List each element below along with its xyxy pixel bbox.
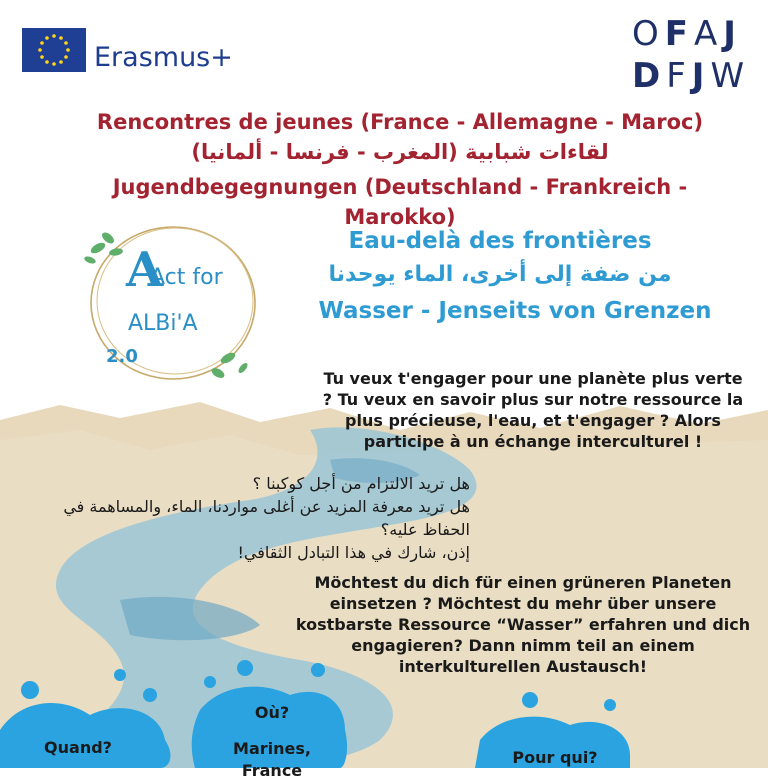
title-arabic: لقاءات شبابية (المغرب - فرنسا - ألمانيا) (191, 140, 609, 164)
where-value: Marines, France (233, 739, 311, 780)
eu-flag-icon (22, 28, 86, 72)
arabic-line-3: إذن، شارك في هذا التبادل الثقافي! (237, 543, 470, 562)
french-invitation: Tu veux t'engager pour une planète plus verte ? Tu veux en savoir plus sur notre ressource la plus précieuse, l'eau, et t'engager ? Alors participe à un échange interculturel ! (322, 369, 744, 451)
logo-line2: ALBi'A (128, 311, 198, 336)
title-german: Jugendbegegnungen (Deutschland - Frankreich - Marokko) (112, 175, 688, 229)
dfjw-logo: DFJW (632, 56, 751, 96)
german-invitation: Möchtest du dich für einen grüneren Planeten einsetzen ? Möchtest du mehr über unsere kostbarste Ressource “Wasser” erfahren und dich engagieren? Dann nimm teil an einem interkulturellen Austausch! (295, 573, 751, 676)
arabic-line-2: هل تريد معرفة المزيد عن أغلى مواردنا، الماء، والمساهمة في الحفاظ عليه؟ (63, 497, 470, 539)
logo-version: 2.0 (106, 346, 138, 367)
for-whom-label: Pour qui? (512, 748, 598, 767)
subtitle-arabic: من ضفة إلى أخرى، الماء يوحدنا (328, 262, 672, 287)
ofaj-logo: OFAJ (632, 14, 742, 54)
when-label: Quand? (44, 738, 112, 757)
subtitle-french: Eau-delà des frontières (348, 228, 652, 254)
logo-line1: Act for (150, 265, 223, 290)
erasmus-logo-text: Erasmus+ (94, 42, 233, 73)
arabic-invitation (12, 472, 470, 564)
title-french: Rencontres de jeunes (France - Allemagne - Maroc) (96, 110, 704, 134)
act-for-albia-logo (78, 218, 268, 388)
logo-big-a: A (126, 242, 164, 298)
subtitle-german: Wasser - Jenseits von Grenzen (318, 298, 712, 324)
where-label: Où? (254, 703, 290, 722)
arabic-line-1: هل تريد الالتزام من أجل كوكبنا ؟ (252, 474, 470, 493)
